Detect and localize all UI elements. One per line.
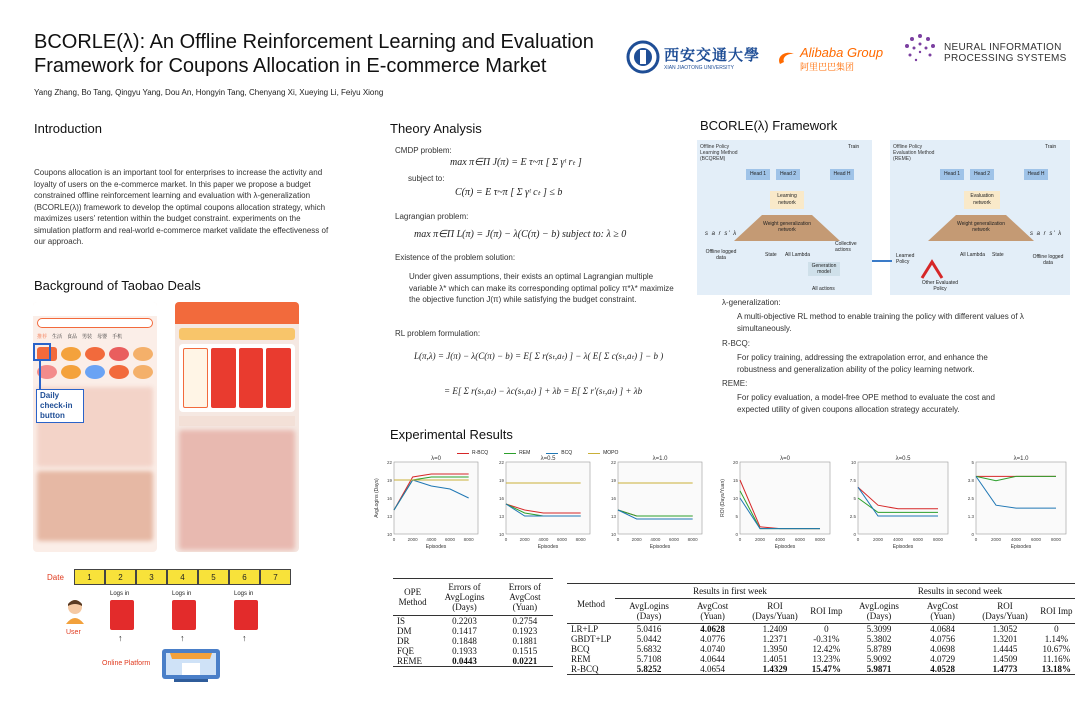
table-cell: 0.2203 [452, 616, 477, 626]
table-header: ROI Imp [810, 606, 843, 616]
neurips-line-1: NEURAL INFORMATION [944, 42, 1062, 53]
framework-heading: BCORLE(λ) Framework [700, 118, 838, 133]
x-tick-label: 8000 [814, 537, 826, 542]
taobao-home-screenshot: 推荐 生活 食品 男装 母婴 手机 [33, 302, 157, 552]
ope-table [393, 579, 553, 666]
x-tick-label: 2000 [519, 537, 530, 542]
legend-label: MOPO [603, 450, 619, 456]
y-tick-label: 1.3 [967, 514, 974, 519]
red-packet-icon [172, 600, 196, 630]
y-tick-label: 10 [610, 532, 616, 537]
x-tick-label: 0 [738, 537, 742, 542]
table-row [567, 664, 1075, 674]
y-tick-label: 7.5 [849, 478, 856, 483]
x-tick-label: 0 [856, 537, 860, 542]
date-cell: 6 [229, 569, 260, 585]
table-cell: 1.3052 [992, 624, 1018, 634]
title-line-1: BCORLE(λ): An Offline Reinforcement Learning and Evaluation [34, 31, 594, 53]
results-table [567, 584, 1075, 674]
x-tick-label: 6000 [794, 537, 806, 542]
offline-data-label: Offline logged data [1032, 254, 1064, 266]
table-cell: 0.1933 [452, 646, 477, 656]
x-tick-label: 8000 [575, 537, 586, 542]
y-tick-label: 22 [498, 460, 504, 465]
data-tuple-icon: s a r s' λ [705, 231, 738, 237]
subject-to-label: subject to: [408, 174, 445, 183]
x-tick-label: 8000 [932, 537, 944, 542]
table-header: ROI Imp [1040, 606, 1073, 616]
state-label: State [992, 252, 1004, 258]
rbcq-label: R-BCQ: [722, 339, 750, 348]
x-tick-label: 8000 [687, 537, 698, 542]
head-box: Head H [1024, 169, 1048, 180]
chart-title: λ=0 [431, 456, 441, 462]
table-cell: 1.4509 [992, 654, 1018, 664]
xjtu-logo [626, 40, 760, 74]
x-tick-label: 8000 [463, 537, 474, 542]
table-cell: R-BCQ [571, 664, 599, 674]
checkin-connector [39, 361, 41, 391]
table-cell: 5.0416 [636, 624, 662, 634]
y-tick-label: 5 [971, 460, 974, 465]
y-axis-label: ROI (Days/Yuan) [720, 479, 726, 517]
table-cell: 0.1848 [452, 636, 477, 646]
all-lambda-label: All Lambda [785, 252, 811, 258]
x-tick-label: 0 [504, 537, 508, 542]
table-cell: 1.4773 [992, 664, 1018, 674]
avglogins-chart-lambda-1.0 [596, 452, 708, 556]
other-policy-label: Other Evaluated Policy [921, 280, 959, 292]
y-tick-label: 13 [386, 514, 392, 519]
x-tick-label: 4000 [650, 537, 661, 542]
table-row [567, 654, 1075, 664]
alibaba-name-en: Alibaba Group [800, 45, 884, 60]
table-header: Results in first week [615, 584, 845, 599]
neurips-line-2: PROCESSING SYSTEMS [944, 53, 1067, 64]
head-box: Head H [830, 169, 854, 180]
table-cell: IS [397, 616, 406, 626]
arrow-up-icon: ↑ [118, 633, 123, 643]
x-tick-label: 6000 [444, 537, 456, 542]
logs-in-label: Logs in [234, 591, 254, 597]
intro-heading: Introduction [34, 121, 102, 136]
arrow-up-icon: ↑ [180, 633, 185, 643]
x-tick-label: 6000 [1030, 537, 1042, 542]
red-packet-icon [110, 600, 134, 630]
table-cell: REM [571, 654, 591, 664]
y-tick-label: 22 [386, 460, 392, 465]
x-tick-label: 4000 [538, 537, 549, 542]
lambda-gen-text: A multi-objective RL method to enable training the policy with different values of λ simultaneously. [737, 312, 1024, 333]
table-cell: 5.8789 [866, 644, 892, 654]
xjtu-name-cn: 西安交通大學 [664, 47, 761, 64]
y-tick-label: 2.5 [967, 496, 974, 501]
table-cell: 1.2371 [762, 634, 788, 644]
y-tick-label: 0 [853, 532, 856, 537]
y-tick-label: 19 [610, 478, 616, 483]
table-cell: 0.2754 [512, 616, 538, 626]
table-cell: 5.9092 [866, 654, 892, 664]
x-axis-label: Episodes [537, 544, 559, 550]
y-tick-label: 0 [971, 532, 974, 537]
table-cell: 0 [824, 624, 829, 634]
table-header: ROI (Days/Yuan) [752, 601, 798, 621]
y-tick-label: 10 [498, 532, 504, 537]
data-tuple-icon: s a r s' λ [1030, 231, 1063, 237]
rl-equation-2: = E[ Σ r(sₜ,aₜ) − λc(sₜ,aₜ) ] + λb = E[ Σ r′(sₜ,aₜ) ] + λb [444, 386, 643, 396]
lambda-gen-label: λ-generalization: [722, 298, 781, 307]
xjtu-name-en: XIAN JIAOTONG UNIVERSITY [664, 64, 734, 71]
theory-heading: Theory Analysis [390, 121, 482, 136]
table-cell: 4.0654 [700, 664, 726, 674]
policy-selector-icon [920, 256, 944, 280]
legend-label: R-BCQ [472, 450, 489, 456]
plot-area [740, 462, 830, 534]
table-cell: 5.9871 [866, 664, 892, 674]
table-cell: 0 [1054, 624, 1059, 634]
train-label: Train [848, 144, 860, 150]
table-cell: 1.14% [1044, 634, 1068, 644]
x-tick-label: 6000 [912, 537, 924, 542]
offline-data-label: Offline logged data [705, 249, 737, 261]
table-cell: REME [397, 656, 423, 666]
checkin-callout: Daily check-in button [36, 389, 84, 423]
y-tick-label: 5 [853, 496, 856, 501]
roi-chart-lambda-0 [718, 452, 836, 556]
y-tick-label: 2.5 [849, 514, 856, 519]
plot-area [506, 462, 590, 534]
plot-area [976, 462, 1066, 534]
table-row [393, 626, 553, 636]
existence-label: Existence of the problem solution: [395, 253, 516, 262]
table-cell: 5.3099 [866, 624, 892, 634]
x-axis-label: Episodes [425, 544, 447, 550]
y-tick-label: 0 [735, 532, 738, 537]
table-cell: 4.0528 [930, 664, 955, 674]
date-cell: 3 [136, 569, 167, 585]
table-row [393, 636, 553, 646]
table-cell: 0.1515 [512, 646, 538, 656]
author-list: Yang Zhang, Bo Tang, Qingyu Yang, Dou An, Hongyin Tang, Chenyang Xi, Xueying Li, Feiyu Xiong [34, 88, 384, 97]
existence-text: Under given assumptions, their exists an optimal Lagrangian multiple variable λ* which can make its corresponding optimal policy π*λ* maximize the objective function J(π) while satisfying the budget constraint. [409, 272, 674, 304]
table-header: AvgLogins (Days) [629, 601, 669, 621]
alibaba-mark-icon [776, 48, 798, 70]
x-axis-label: Episodes [774, 544, 796, 550]
table-row [567, 644, 1075, 654]
evaluation-network-box: Evaluation network [964, 191, 1000, 209]
table-cell: FQE [397, 646, 415, 656]
x-tick-label: 8000 [1050, 537, 1062, 542]
x-tick-label: 6000 [556, 537, 568, 542]
all-actions-label: All actions [812, 286, 835, 292]
table-cell: LR+LP [571, 624, 599, 634]
plot-area [618, 462, 702, 534]
avglogins-chart-lambda-0.5 [484, 452, 596, 556]
framework-arrow [872, 260, 892, 262]
reme-label: REME: [722, 379, 748, 388]
x-axis-label: Episodes [892, 544, 914, 550]
table-cell: 4.0698 [930, 644, 955, 654]
train-label: Train [1045, 144, 1057, 150]
table-cell: 1.4329 [762, 664, 788, 674]
y-tick-label: 15 [732, 478, 738, 483]
chart-title: λ=1.0 [652, 456, 668, 462]
table-header: Errors of AvgCost (Yuan) [508, 582, 542, 612]
x-tick-label: 2000 [990, 537, 1002, 542]
lagrangian-equation: max π∈Π L(π) = J(π) − λ(C(π) − b) subject to: λ ≥ 0 [414, 229, 627, 240]
y-tick-label: 10 [850, 460, 856, 465]
x-tick-label: 4000 [892, 537, 904, 542]
table-cell: 0.1417 [452, 626, 477, 636]
red-packet-icon [234, 600, 258, 630]
table-row [567, 624, 1075, 635]
constraint-equation: C(π) = E τ~π [ Σ γᵗ cₜ ] ≤ b [455, 187, 563, 198]
y-tick-label: 20 [732, 460, 738, 465]
table-header: AvgLogins (Days) [859, 601, 899, 621]
table-cell: 10.67% [1042, 644, 1071, 654]
arrow-up-icon: ↑ [242, 633, 247, 643]
table-cell: 5.3802 [866, 634, 892, 644]
table-cell: 5.6832 [636, 644, 662, 654]
x-tick-label: 4000 [774, 537, 786, 542]
neurips-dots-icon [900, 30, 940, 70]
background-heading: Background of Taobao Deals [34, 278, 201, 293]
table-cell: 4.0684 [930, 624, 955, 634]
x-tick-label: 0 [616, 537, 620, 542]
chart-title: λ=0.5 [540, 456, 556, 462]
table-cell: DM [397, 626, 412, 636]
y-tick-label: 10 [386, 532, 392, 537]
table-cell: 4.0729 [930, 654, 955, 664]
y-tick-label: 13 [610, 514, 616, 519]
head-box: Head 1 [940, 169, 964, 180]
state-label: State [765, 252, 777, 258]
table-cell: 5.7108 [636, 654, 662, 664]
logs-in-label: Logs in [110, 591, 130, 597]
chart-title: λ=0 [780, 456, 790, 462]
title-line-2: Framework for Coupons Allocation in E-commerce Market [34, 55, 547, 77]
table-cell: BCQ [571, 644, 590, 654]
y-axis-label: AvgLogins (Days) [374, 478, 380, 518]
platform-label: Online Platform [102, 660, 151, 667]
y-tick-label: 16 [386, 496, 392, 501]
head-box: Head 1 [746, 169, 770, 180]
table-cell: 0.1923 [512, 626, 538, 636]
legend-label: REM [519, 450, 531, 456]
table-cell: 4.0628 [700, 624, 726, 634]
table-row [393, 646, 553, 656]
head-box: Head 2 [970, 169, 994, 180]
table-header: AvgCost (Yuan) [696, 601, 729, 621]
ope-table-wrapper [393, 578, 553, 667]
table-cell: 11.16% [1042, 654, 1071, 664]
head-box: Head 2 [776, 169, 800, 180]
user-label: User [66, 629, 81, 636]
online-store-icon [160, 645, 222, 683]
table-header: Results in second week [845, 584, 1075, 599]
legend-label: BCQ [561, 450, 573, 456]
y-tick-label: 10 [732, 496, 738, 501]
table-cell: 1.3201 [992, 634, 1018, 644]
y-tick-label: 5 [735, 514, 738, 519]
neurips-logo [900, 30, 1067, 70]
table-cell: 12.42% [812, 644, 841, 654]
x-tick-label: 2000 [631, 537, 642, 542]
x-tick-label: 4000 [1010, 537, 1022, 542]
table-cell: DR [397, 636, 410, 646]
date-cell: 4 [167, 569, 198, 585]
date-cell: 5 [198, 569, 229, 585]
roi-chart-lambda-1.0 [954, 452, 1072, 556]
date-row [74, 569, 291, 585]
intro-text: Coupons allocation is an important tool for enterprises to increase the activity and loyalty of users on the e-commerce market. In this paper we propose a budget constrained offline reinforcement learning and evaluation with λ-generalization (BCORLE(λ)) framework to develop the optimal coupons allocation strategy, which maximizes users' retention within the budget constraint. experiments on the simulation platform and real-world e-commerce market validate the effectiveness of our approach. [34, 168, 329, 246]
table-cell: 5.0442 [636, 634, 662, 644]
x-tick-label: 2000 [407, 537, 418, 542]
alibaba-name-cn: 阿里巴巴集团 [800, 62, 855, 72]
table-cell: 1.4051 [762, 654, 788, 664]
all-lambda-label: All Lambda [960, 252, 986, 258]
table-cell: 13.23% [812, 654, 841, 664]
date-cell: 2 [105, 569, 136, 585]
table-cell: 0.0443 [452, 656, 477, 666]
table-cell: 4.0740 [700, 644, 726, 654]
user-avatar-icon [64, 598, 86, 624]
rbcq-text: For policy training, addressing the extrapolation error, and enhance the robustness and generalization ability of the policy learning network. [737, 353, 988, 374]
table-header: Method [567, 584, 615, 624]
table-cell: GBDT+LP [571, 634, 612, 644]
table-cell: -0.31% [813, 634, 840, 644]
table-cell: 1.3950 [762, 644, 788, 654]
table-row [567, 634, 1075, 644]
plot-area [858, 462, 948, 534]
y-tick-label: 19 [386, 478, 392, 483]
xjtu-seal-icon [626, 40, 660, 74]
rl-equation-1: L(π,λ) = J(π) − λ(C(π) − b) = E[ Σ r(sₜ,aₜ) ] − λ( E[ Σ c(sₜ,aₜ) ] − b ) [414, 351, 664, 361]
y-tick-label: 13 [498, 514, 504, 519]
weight-net-label: Weight generalization network [957, 221, 1005, 233]
checkin-page-screenshot [175, 302, 299, 552]
weight-net-label: Weight generalization network [763, 221, 811, 233]
y-tick-label: 22 [610, 460, 616, 465]
plot-area [394, 462, 478, 534]
bcqrem-title: Offline Policy Learning Method (BCQREM) [700, 144, 738, 162]
y-tick-label: 16 [498, 496, 504, 501]
chart-title: λ=1.0 [1013, 456, 1029, 462]
lagrangian-label: Lagrangian problem: [395, 212, 469, 221]
table-header: ROI (Days/Yuan) [982, 601, 1028, 621]
table-cell: 4.0756 [930, 634, 955, 644]
table-cell: 15.47% [811, 664, 842, 674]
generation-model-box: Generation model [808, 262, 840, 276]
table-cell: 0.1881 [512, 636, 538, 646]
x-tick-label: 0 [974, 537, 978, 542]
table-row [393, 656, 553, 666]
cmdp-label: CMDP problem: [395, 146, 452, 155]
table-cell: 5.8252 [636, 664, 662, 674]
table-cell: 0.0221 [512, 656, 538, 666]
table-header: Errors of AvgLogins (Days) [444, 582, 485, 612]
x-tick-label: 2000 [754, 537, 766, 542]
avglogins-chart-lambda-0 [372, 452, 484, 556]
y-tick-label: 3.8 [967, 478, 974, 483]
learned-policy-label: Learned Policy [896, 253, 915, 265]
date-label: Date [47, 573, 64, 582]
x-tick-label: 0 [392, 537, 396, 542]
table-cell: 13.18% [1041, 664, 1071, 674]
results-table-wrapper [567, 583, 1075, 675]
chart-title: λ=0.5 [895, 456, 911, 462]
table-header: OPE Method [398, 587, 427, 607]
table-header: AvgCost (Yuan) [926, 601, 959, 621]
x-axis-label: Episodes [1010, 544, 1032, 550]
x-axis-label: Episodes [649, 544, 671, 550]
checkin-highlight-box [33, 343, 51, 361]
table-cell: 1.4445 [992, 644, 1018, 654]
collective-actions-label: Collective actions [835, 241, 857, 253]
cmdp-equation: max π∈Π J(π) = E τ~π [ Σ γᵗ rₜ ] [450, 157, 582, 168]
table-cell: 4.0776 [700, 634, 726, 644]
experiments-heading: Experimental Results [390, 427, 513, 442]
y-tick-label: 16 [610, 496, 616, 501]
alibaba-logo [776, 45, 883, 73]
y-tick-label: 19 [498, 478, 504, 483]
table-cell: 1.2409 [762, 624, 788, 634]
logs-in-label: Logs in [172, 591, 192, 597]
x-tick-label: 6000 [668, 537, 680, 542]
roi-chart-lambda-0.5 [836, 452, 954, 556]
reme-title: Offline Policy Evaluation Method (REME) [893, 144, 935, 162]
date-cell: 7 [260, 569, 291, 585]
rl-formulation-label: RL problem formulation: [395, 329, 481, 338]
table-cell: 4.0644 [700, 654, 726, 664]
table-row [393, 616, 553, 627]
learning-network-box: Learning network [770, 191, 804, 209]
poster-title [34, 30, 594, 78]
date-cell: 1 [74, 569, 105, 585]
reme-text: For policy evaluation, a model-free OPE method to evaluate the cost and expected utility of given coupons allocation strategy accurately. [737, 393, 995, 414]
x-tick-label: 4000 [426, 537, 437, 542]
x-tick-label: 2000 [872, 537, 884, 542]
